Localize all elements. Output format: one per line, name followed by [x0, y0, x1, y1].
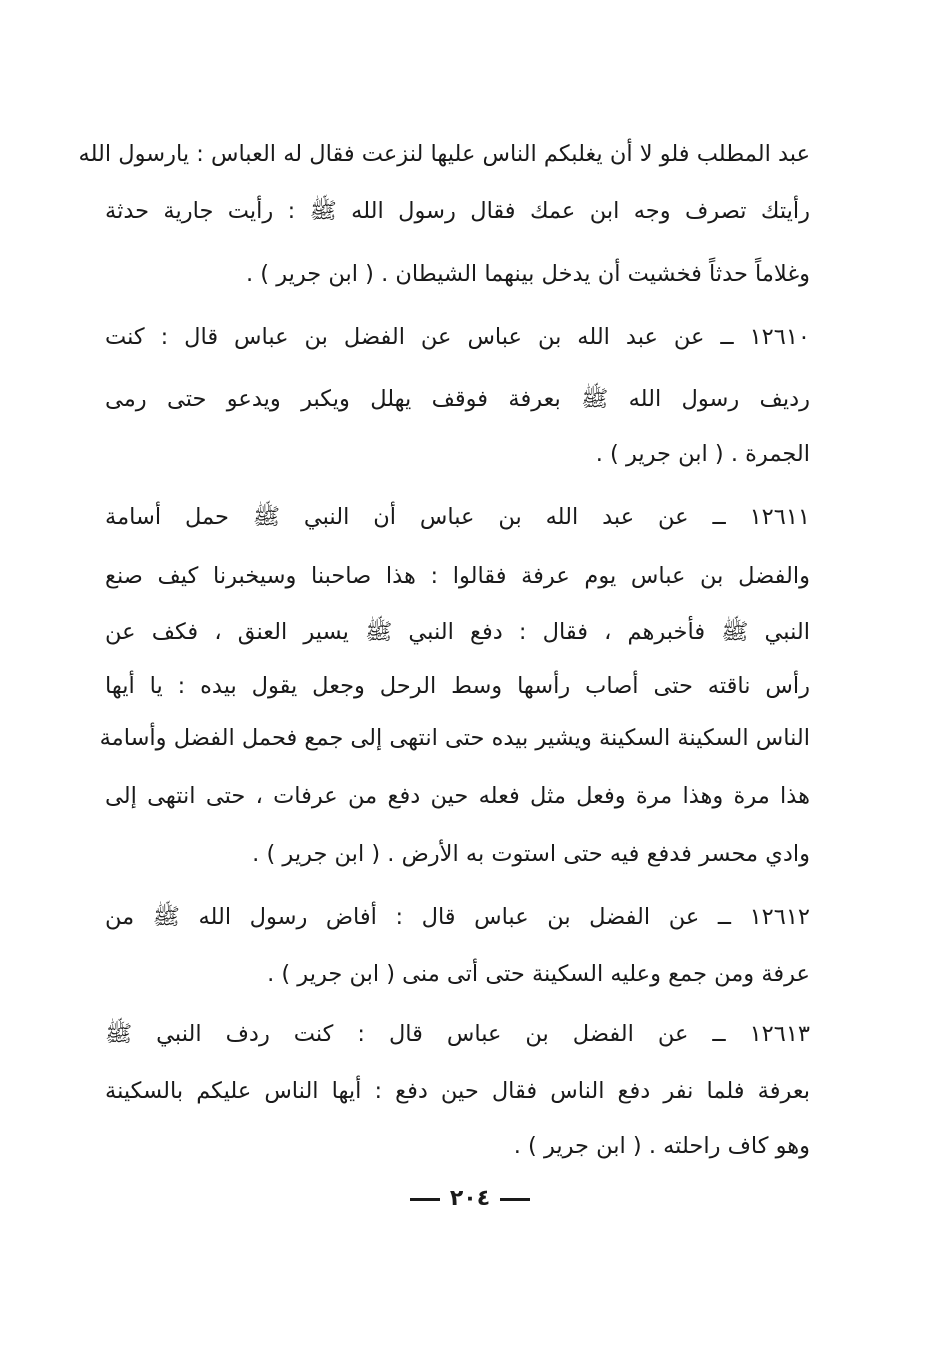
text-line-5: رديف رسول الله ﷺ بعرفة فوقف يهلل ويكبر ويدعو حتى رمى — [105, 386, 810, 412]
text-line-7-hadith-12611: ١٢٦١١ ــ عن عبد الله بن عباس أن النبي ﷺ حمل أسامة — [105, 504, 810, 530]
text-line-6: الجمرة . ( ابن جرير ) . — [595, 441, 810, 467]
text-line-1: عبد المطلب فلو لا أن يغلبكم الناس عليها لنزعت فقال له العباس : يارسول الله — [78, 141, 810, 167]
text-line-17: بعرفة فلما نفر دفع الناس فقال حين دفع : أيها الناس عليكم بالسكينة — [105, 1078, 810, 1104]
page-number-footer — [0, 1186, 940, 1211]
text-line-16-hadith-12613: ١٢٦١٣ ــ عن الفضل بن عباس قال : كنت ردف النبي ﷺ — [105, 1021, 810, 1047]
text-line-8: والفضل بن عباس يوم عرفة فقالوا : هذا صاحبنا وسيخبرنا كيف صنع — [105, 563, 810, 589]
text-line-2: رأيتك تصرف وجه ابن عمك فقال رسول الله ﷺ : رأيت جارية حدثة — [105, 198, 810, 224]
text-line-12: هذا مرة وهذا مرة وفعل مثل فعله حين دفع من عرفات ، حتى انتهى إلى — [105, 783, 810, 809]
text-line-11: الناس السكينة السكينة ويشير بيده حتى انتهى إلى جمع فحمل الفضل وأسامة — [99, 725, 810, 751]
text-line-13: وادي محسر فدفع فيه حتى استوت به الأرض . ( ابن جرير ) . — [252, 841, 810, 867]
text-line-4-hadith-12610: ١٢٦١٠ ــ عن عبد الله بن عباس عن الفضل بن عباس قال : كنت — [105, 324, 810, 350]
footer-dash-right — [500, 1198, 530, 1201]
text-line-18: وهو كاف راحلته . ( ابن جرير ) . — [513, 1133, 810, 1159]
text-line-14-hadith-12612: ١٢٦١٢ ــ عن الفضل بن عباس قال : أفاض رسول الله ﷺ من — [105, 904, 810, 930]
footer-dash-left — [410, 1198, 440, 1201]
text-line-3: وغلاماً حدثاً فخشيت أن يدخل بينهما الشيطان . ( ابن جرير ) . — [245, 261, 810, 287]
page-number: ٢٠٤ — [449, 1186, 491, 1211]
text-line-15: عرفة ومن جمع وعليه السكينة حتى أتى منى ( ابن جرير ) . — [267, 961, 810, 987]
text-line-10: رأس ناقته حتى أصاب رأسها وسط الرحل وجعل يقول بيده : يا أيها — [105, 673, 810, 699]
text-line-9: النبي ﷺ فأخبرهم ، فقال : دفع النبي ﷺ يسير العنق ، فكف عن — [105, 619, 810, 645]
